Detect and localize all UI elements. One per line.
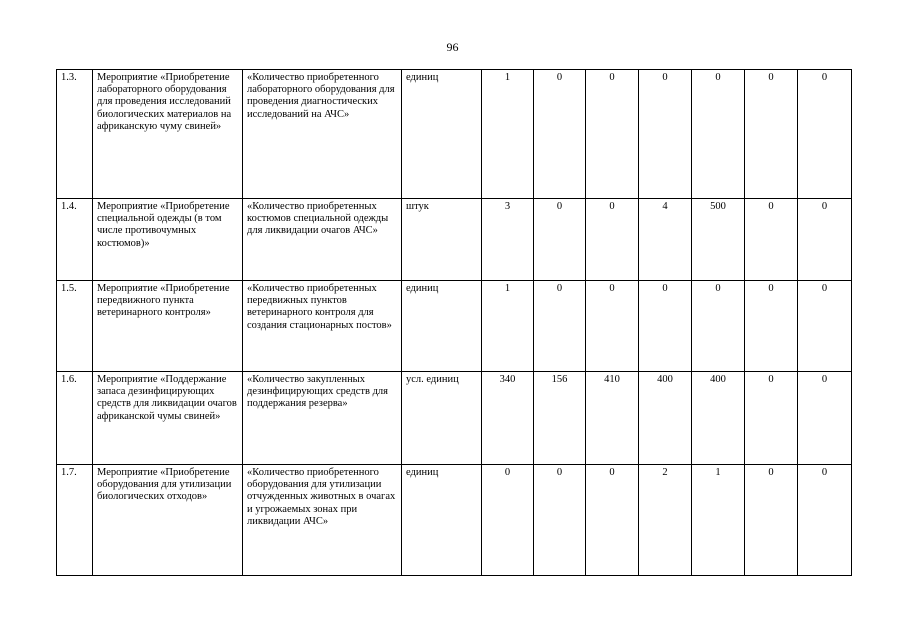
value-cell: 0 [534, 70, 586, 199]
value-cell: 3 [482, 199, 534, 281]
activity-title: Мероприятие «Приобретение передвижного пункта ветеринарного контроля» [93, 281, 243, 372]
program-table [56, 69, 852, 576]
value-cell: 400 [639, 372, 692, 465]
indicator-name: «Количество закупленных дезинфицирующих средств для поддержания резерва» [243, 372, 402, 465]
value-cell: 2 [639, 465, 692, 576]
value-cell: 400 [692, 372, 745, 465]
value-cell: 0 [798, 281, 852, 372]
activity-title: Мероприятие «Приобретение оборудования для утилизации биологических отходов» [93, 465, 243, 576]
indicator-name: «Количество приобретенных костюмов специальной одежды для ликвидации очагов АЧС» [243, 199, 402, 281]
table-row [57, 281, 852, 372]
table-row [57, 372, 852, 465]
value-cell: 0 [534, 199, 586, 281]
value-cell: 156 [534, 372, 586, 465]
indicator-name: «Количество приобретенных передвижных пунктов ветеринарного контроля для создания стационарных постов» [243, 281, 402, 372]
value-cell: 1 [482, 281, 534, 372]
value-cell: 0 [798, 372, 852, 465]
unit: единиц [402, 70, 482, 199]
unit: единиц [402, 281, 482, 372]
value-cell: 1 [482, 70, 534, 199]
indicator-name: «Количество приобретенного лабораторного оборудования для проведения диагностических исследований на АЧС» [243, 70, 402, 199]
unit: единиц [402, 465, 482, 576]
value-cell: 0 [534, 465, 586, 576]
value-cell: 0 [745, 70, 798, 199]
value-cell: 0 [745, 199, 798, 281]
value-cell: 0 [482, 465, 534, 576]
table-row [57, 70, 852, 199]
value-cell: 0 [745, 465, 798, 576]
value-cell: 0 [798, 199, 852, 281]
value-cell: 0 [692, 70, 745, 199]
value-cell: 0 [586, 70, 639, 199]
row-code: 1.6. [57, 372, 93, 465]
value-cell: 1 [692, 465, 745, 576]
value-cell: 0 [586, 465, 639, 576]
value-cell: 4 [639, 199, 692, 281]
value-cell: 0 [639, 70, 692, 199]
value-cell: 0 [798, 70, 852, 199]
row-code: 1.5. [57, 281, 93, 372]
value-cell: 0 [586, 199, 639, 281]
value-cell: 0 [745, 281, 798, 372]
row-code: 1.4. [57, 199, 93, 281]
page-number: 96 [446, 40, 459, 54]
row-code: 1.3. [57, 70, 93, 199]
value-cell: 0 [534, 281, 586, 372]
value-cell: 410 [586, 372, 639, 465]
activity-title: Мероприятие «Приобретение специальной одежды (в том числе противочумных костюмов)» [93, 199, 243, 281]
activity-title: Мероприятие «Приобретение лабораторного оборудования для проведения исследований биологических материалов на африканскую чуму свиней» [93, 70, 243, 199]
value-cell: 0 [798, 465, 852, 576]
value-cell: 0 [745, 372, 798, 465]
row-code: 1.7. [57, 465, 93, 576]
value-cell: 0 [692, 281, 745, 372]
value-cell: 0 [639, 281, 692, 372]
unit: усл. единиц [402, 372, 482, 465]
table-row [57, 465, 852, 576]
indicator-name: «Количество приобретенного оборудования для утилизации отчужденных животных в очагах и угрожаемых зонах при ликвидации АЧС» [243, 465, 402, 576]
value-cell: 500 [692, 199, 745, 281]
unit: штук [402, 199, 482, 281]
table-row [57, 199, 852, 281]
activity-title: Мероприятие «Поддержание запаса дезинфицирующих средств для ликвидации очагов африканской чумы свиней» [93, 372, 243, 465]
value-cell: 340 [482, 372, 534, 465]
value-cell: 0 [586, 281, 639, 372]
